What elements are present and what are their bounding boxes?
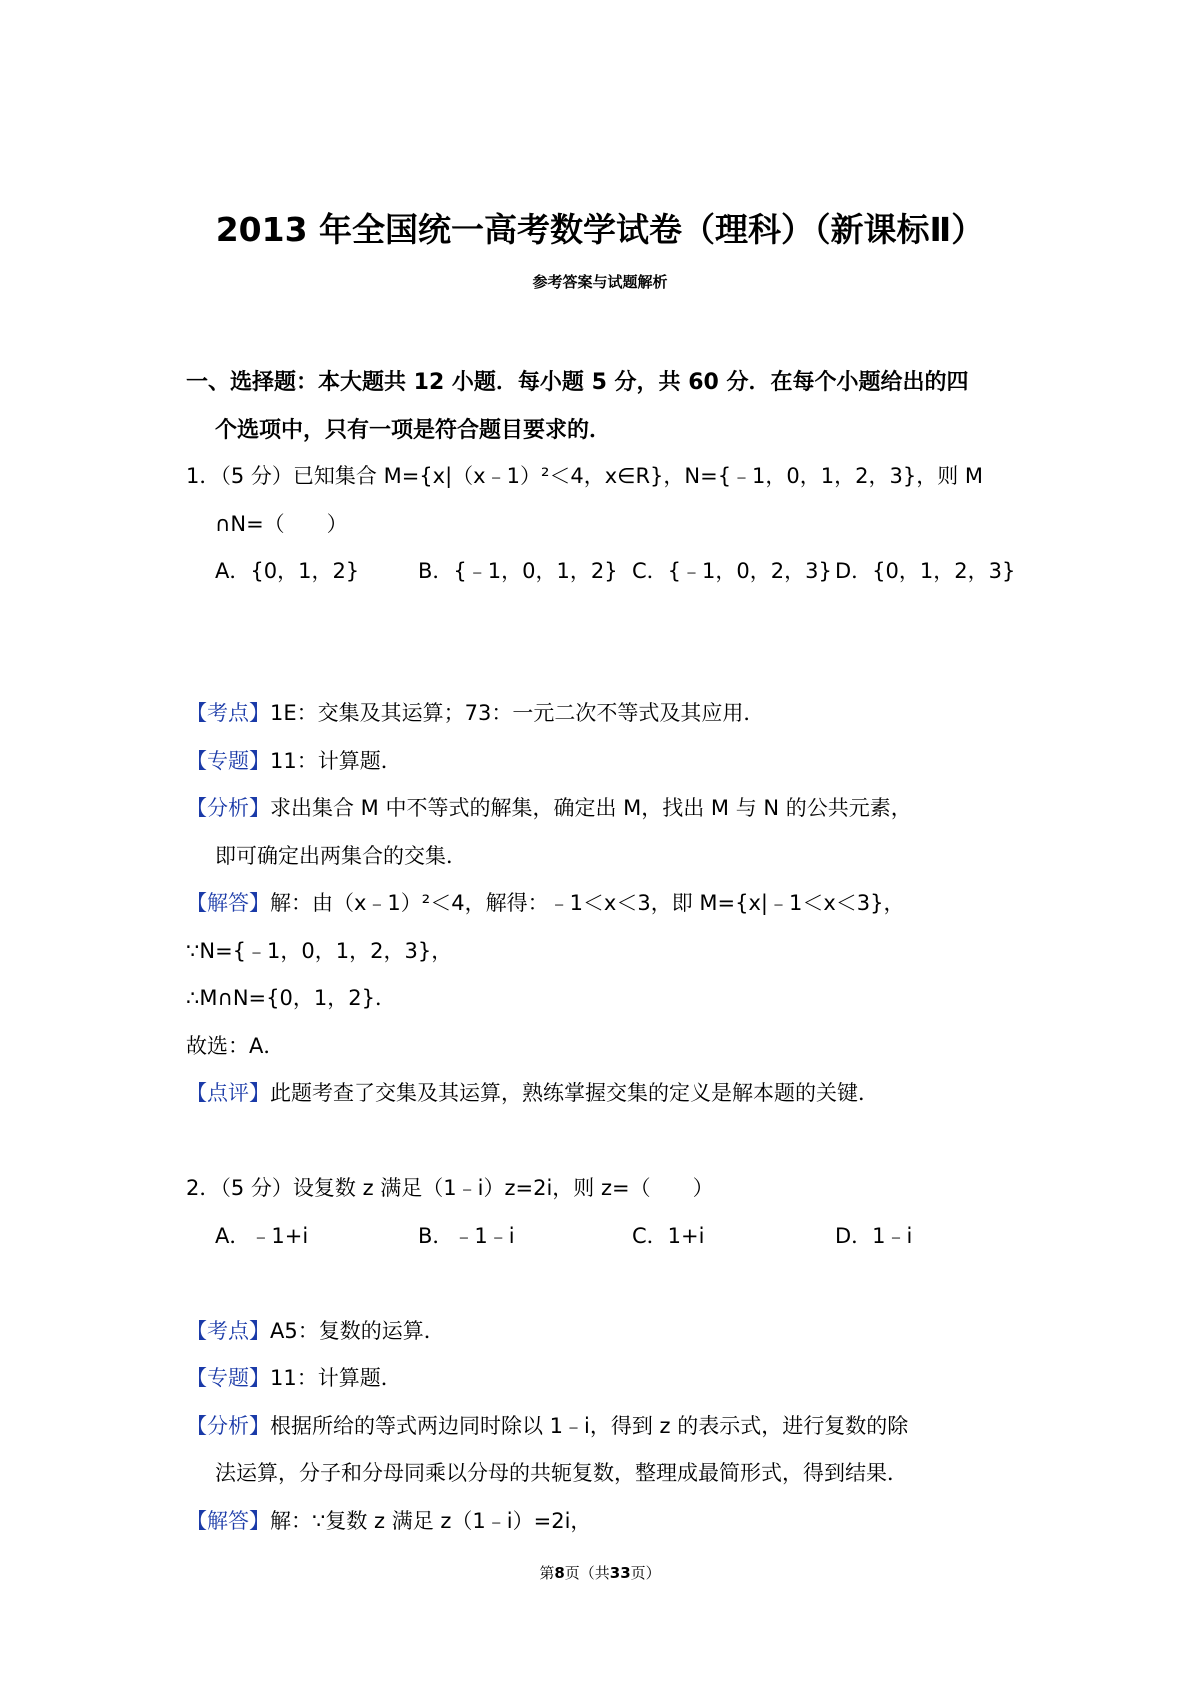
q1-jieda: [186, 887, 904, 917]
footer-middle: 页（共: [564, 1564, 610, 1582]
section-heading-line2: 个选项中，只有一项是符合题目要求的．: [215, 418, 612, 443]
fenxi-text: 根据所给的等式两边同时除以 1﹣i，得到 z 的表示式，进行复数的除: [270, 1414, 909, 1438]
fenxi-tag: 【分析】: [186, 796, 270, 820]
page-footer: [0, 1562, 1200, 1583]
q2-kaodian: [186, 1315, 445, 1345]
footer-suffix: 页）: [630, 1564, 661, 1582]
q1-option-a: A．{0，1，2}: [215, 559, 360, 583]
jieda-text: 解：∵复数 z 满足 z（1﹣i）=2i，: [270, 1509, 592, 1533]
fenxi-tag: 【分析】: [186, 1414, 270, 1438]
q1-option-b: B．{﹣1，0，1，2}: [418, 559, 618, 583]
footer-total-pages: 33: [609, 1564, 631, 1582]
q2-option-b: B．﹣1﹣i: [418, 1224, 515, 1248]
page-subtitle: 参考答案与试题解析: [532, 273, 668, 291]
q2-jieda: [186, 1505, 591, 1535]
dianping-tag: 【点评】: [186, 1081, 270, 1105]
q1-fenxi-line2: 即可确定出两集合的交集．: [215, 844, 467, 868]
q1-kaodian: [186, 697, 764, 727]
kaodian-tag: 【考点】: [186, 1319, 270, 1343]
q2-fenxi-line2: 法运算，分子和分母同乘以分母的共轭复数，整理成最简形式，得到结果．: [215, 1461, 908, 1485]
q1-fenxi: [186, 792, 912, 822]
q1-option-d: D．{0，1，2，3}: [835, 559, 1016, 583]
q1-jieda-line2: ∵N={﹣1，0，1，2，3}，: [186, 939, 453, 963]
q1-stem-line1: 1．（5 分）已知集合 M={x|（x﹣1）²＜4，x∈R}，N={﹣1，0，1，2，3}，则 M: [186, 464, 984, 488]
fenxi-text: 求出集合 M 中不等式的解集，确定出 M，找出 M 与 N 的公共元素，: [270, 796, 912, 820]
q1-dianping: [186, 1077, 879, 1107]
q1-option-c: C．{﹣1，0，2，3}: [632, 559, 832, 583]
kaodian-tag: 【考点】: [186, 701, 270, 725]
jieda-text: 解：由（x﹣1）²＜4，解得：﹣1＜x＜3，即 M={x|﹣1＜x＜3}，: [270, 891, 905, 915]
q2-stem: 2．（5 分）设复数 z 满足（1﹣i）z=2i，则 z=（ ）: [186, 1176, 714, 1200]
footer-page-number: 8: [554, 1564, 565, 1582]
footer-prefix: 第: [539, 1564, 555, 1582]
kaodian-text: 1E：交集及其运算；73：一元二次不等式及其应用．: [270, 701, 765, 725]
q1-stem-line2: ∩N=（ ）: [215, 512, 348, 536]
q2-fenxi: [186, 1410, 908, 1440]
jieda-tag: 【解答】: [186, 891, 270, 915]
q1-jieda-line3: ∴M∩N={0，1，2}．: [186, 986, 396, 1010]
zhuanti-text: 11：计算题．: [270, 749, 402, 773]
q2-zhuanti: [186, 1362, 402, 1392]
jieda-tag: 【解答】: [186, 1509, 270, 1533]
zhuanti-tag: 【专题】: [186, 749, 270, 773]
page-title: 2013 年全国统一高考数学试卷（理科）（新课标Ⅱ）: [215, 210, 985, 249]
section-heading-line1: 一、选择题：本大题共 12 小题．每小题 5 分，共 60 分．在每个小题给出的四: [186, 370, 969, 395]
kaodian-text: A5：复数的运算．: [270, 1319, 445, 1343]
q1-zhuanti: [186, 745, 402, 775]
q2-option-a: A．﹣1+i: [215, 1224, 309, 1248]
zhuanti-tag: 【专题】: [186, 1366, 270, 1390]
dianping-text: 此题考查了交集及其运算，熟练掌握交集的定义是解本题的关键．: [270, 1081, 879, 1105]
q1-jieda-line4: 故选：A．: [186, 1034, 285, 1058]
zhuanti-text: 11：计算题．: [270, 1366, 402, 1390]
q2-option-c: C．1+i: [632, 1224, 705, 1248]
q2-option-d: D．1﹣i: [835, 1224, 913, 1248]
